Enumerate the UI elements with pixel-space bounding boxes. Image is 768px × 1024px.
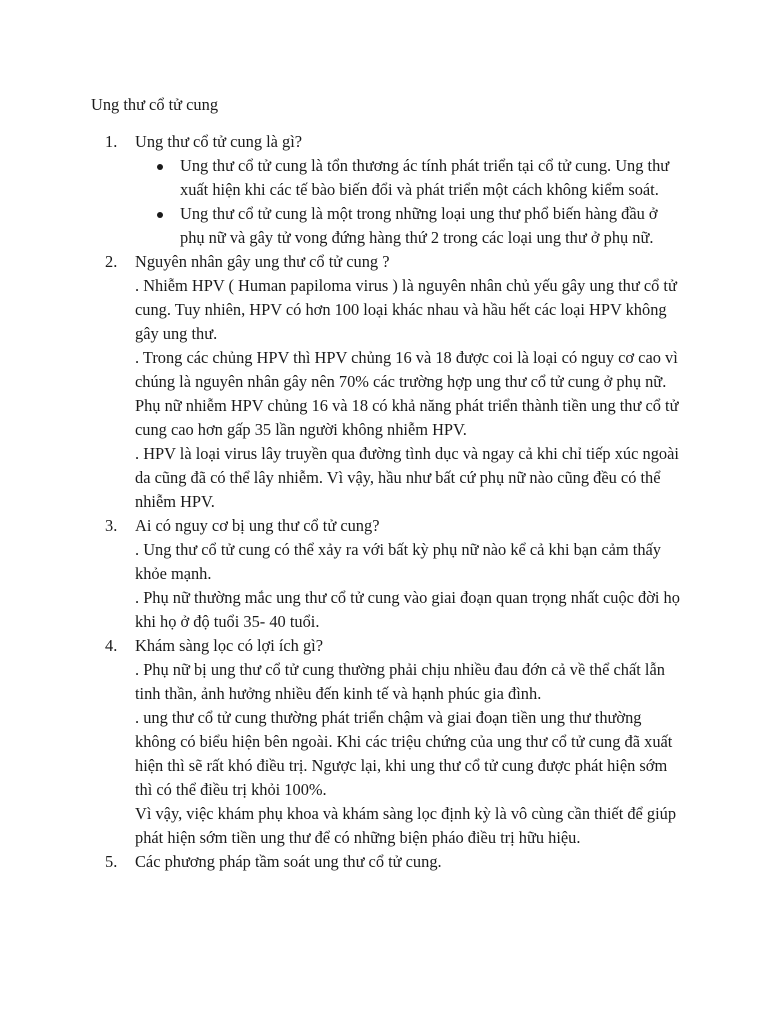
item-number: 3. bbox=[105, 516, 118, 535]
paragraph: . Phụ nữ bị ung thư cổ tử cung thường phải chịu nhiều đau đớn cả về thể chất lẫn tinh thần, ảnh hưởng nhiều đến kinh tế và hạnh phúc gia đình. bbox=[135, 660, 665, 703]
bullet-icon bbox=[157, 212, 163, 218]
item-number: 2. bbox=[105, 252, 118, 271]
list-item-2 bbox=[0, 250, 680, 514]
paragraph: . Nhiễm HPV ( Human papiloma virus ) là nguyên nhân chủ yếu gây ung thư cổ tử cung. Tuy nhiên, HPV có hơn 100 loại khác nhau và hầu hết các loại HPV không gây ung thư. bbox=[135, 276, 677, 343]
section-heading: Khám sàng lọc có lợi ích gì? bbox=[135, 636, 324, 655]
paragraph: Vì vậy, việc khám phụ khoa và khám sàng lọc định kỳ là vô cùng cần thiết để giúp phát hiện sớm tiền ung thư để có những biện pháo điều trị hữu hiệu. bbox=[135, 804, 677, 847]
paragraph: . Trong các chủng HPV thì HPV chủng 16 và 18 được coi là loại có nguy cơ cao vì chúng là nguyên nhân gây nên 70% các trường hợp ung thư cổ tử cung ở phụ nữ. Phụ nữ nhiễm HPV chủng 16 và 18 có khả năng phát triển thành tiền ung thư cổ tử cung cao hơn gấp 35 lần người không nhiễm HPV. bbox=[135, 348, 679, 439]
paragraph: . Ung thư cổ tử cung có thể xảy ra với bất kỳ phụ nữ nào kể cả khi bạn cảm thấy khỏe mạnh. bbox=[135, 540, 661, 583]
bullet-list bbox=[135, 154, 680, 250]
bullet-text: Ung thư cổ tử cung là tổn thương ác tính phát triển tại cổ tử cung. Ung thư xuất hiện khi các tế bào biến đổi và phát triển một cách không kiểm soát. bbox=[180, 156, 670, 199]
list-item-3 bbox=[0, 514, 680, 634]
section-heading: Các phương pháp tầm soát ung thư cổ tử cung. bbox=[135, 852, 442, 871]
item-number: 5. bbox=[105, 852, 118, 871]
bullet-item bbox=[135, 154, 680, 202]
paragraph: . HPV là loại virus lây truyền qua đường tình dục và ngay cả khi chỉ tiếp xúc ngoài da cũng đã có thể lây nhiễm. Vì vậy, hầu như bất cứ phụ nữ nào cũng đều có thể nhiễm HPV. bbox=[135, 444, 679, 511]
section-heading: Ung thư cổ tử cung là gì? bbox=[135, 132, 303, 151]
list-item-5 bbox=[0, 850, 680, 874]
paragraph: . Phụ nữ thường mắc ung thư cổ tử cung vào giai đoạn quan trọng nhất cuộc đời họ khi họ ở độ tuổi 35- 40 tuổi. bbox=[135, 588, 680, 631]
item-number: 1. bbox=[105, 132, 118, 151]
paragraph: . ung thư cổ tử cung thường phát triển chậm và giai đoạn tiền ung thư thường không có biểu hiện bên ngoài. Khi các triệu chứng của ung thư cổ tử cung đã xuất hiện thì sẽ rất khó điều trị. Ngược lại, khi ung thư cổ tử cung được phát hiện sớm thì có thể điều trị khỏi 100%. bbox=[135, 708, 673, 799]
bullet-icon bbox=[157, 164, 163, 170]
bullet-item bbox=[135, 202, 680, 250]
list-item-4 bbox=[0, 634, 680, 850]
document-title: Ung thư cổ tử cung bbox=[91, 95, 219, 114]
item-number: 4. bbox=[105, 636, 118, 655]
list-item-1 bbox=[0, 130, 680, 250]
section-heading: Nguyên nhân gây ung thư cổ tử cung ? bbox=[135, 252, 390, 271]
numbered-list bbox=[0, 130, 768, 874]
section-heading: Ai có nguy cơ bị ung thư cổ tử cung? bbox=[135, 516, 380, 535]
bullet-text: Ung thư cổ tử cung là một trong những loại ung thư phổ biến hàng đầu ở phụ nữ và gây tử vong đứng hàng thứ 2 trong các loại ung thư ở phụ nữ. bbox=[180, 204, 658, 247]
